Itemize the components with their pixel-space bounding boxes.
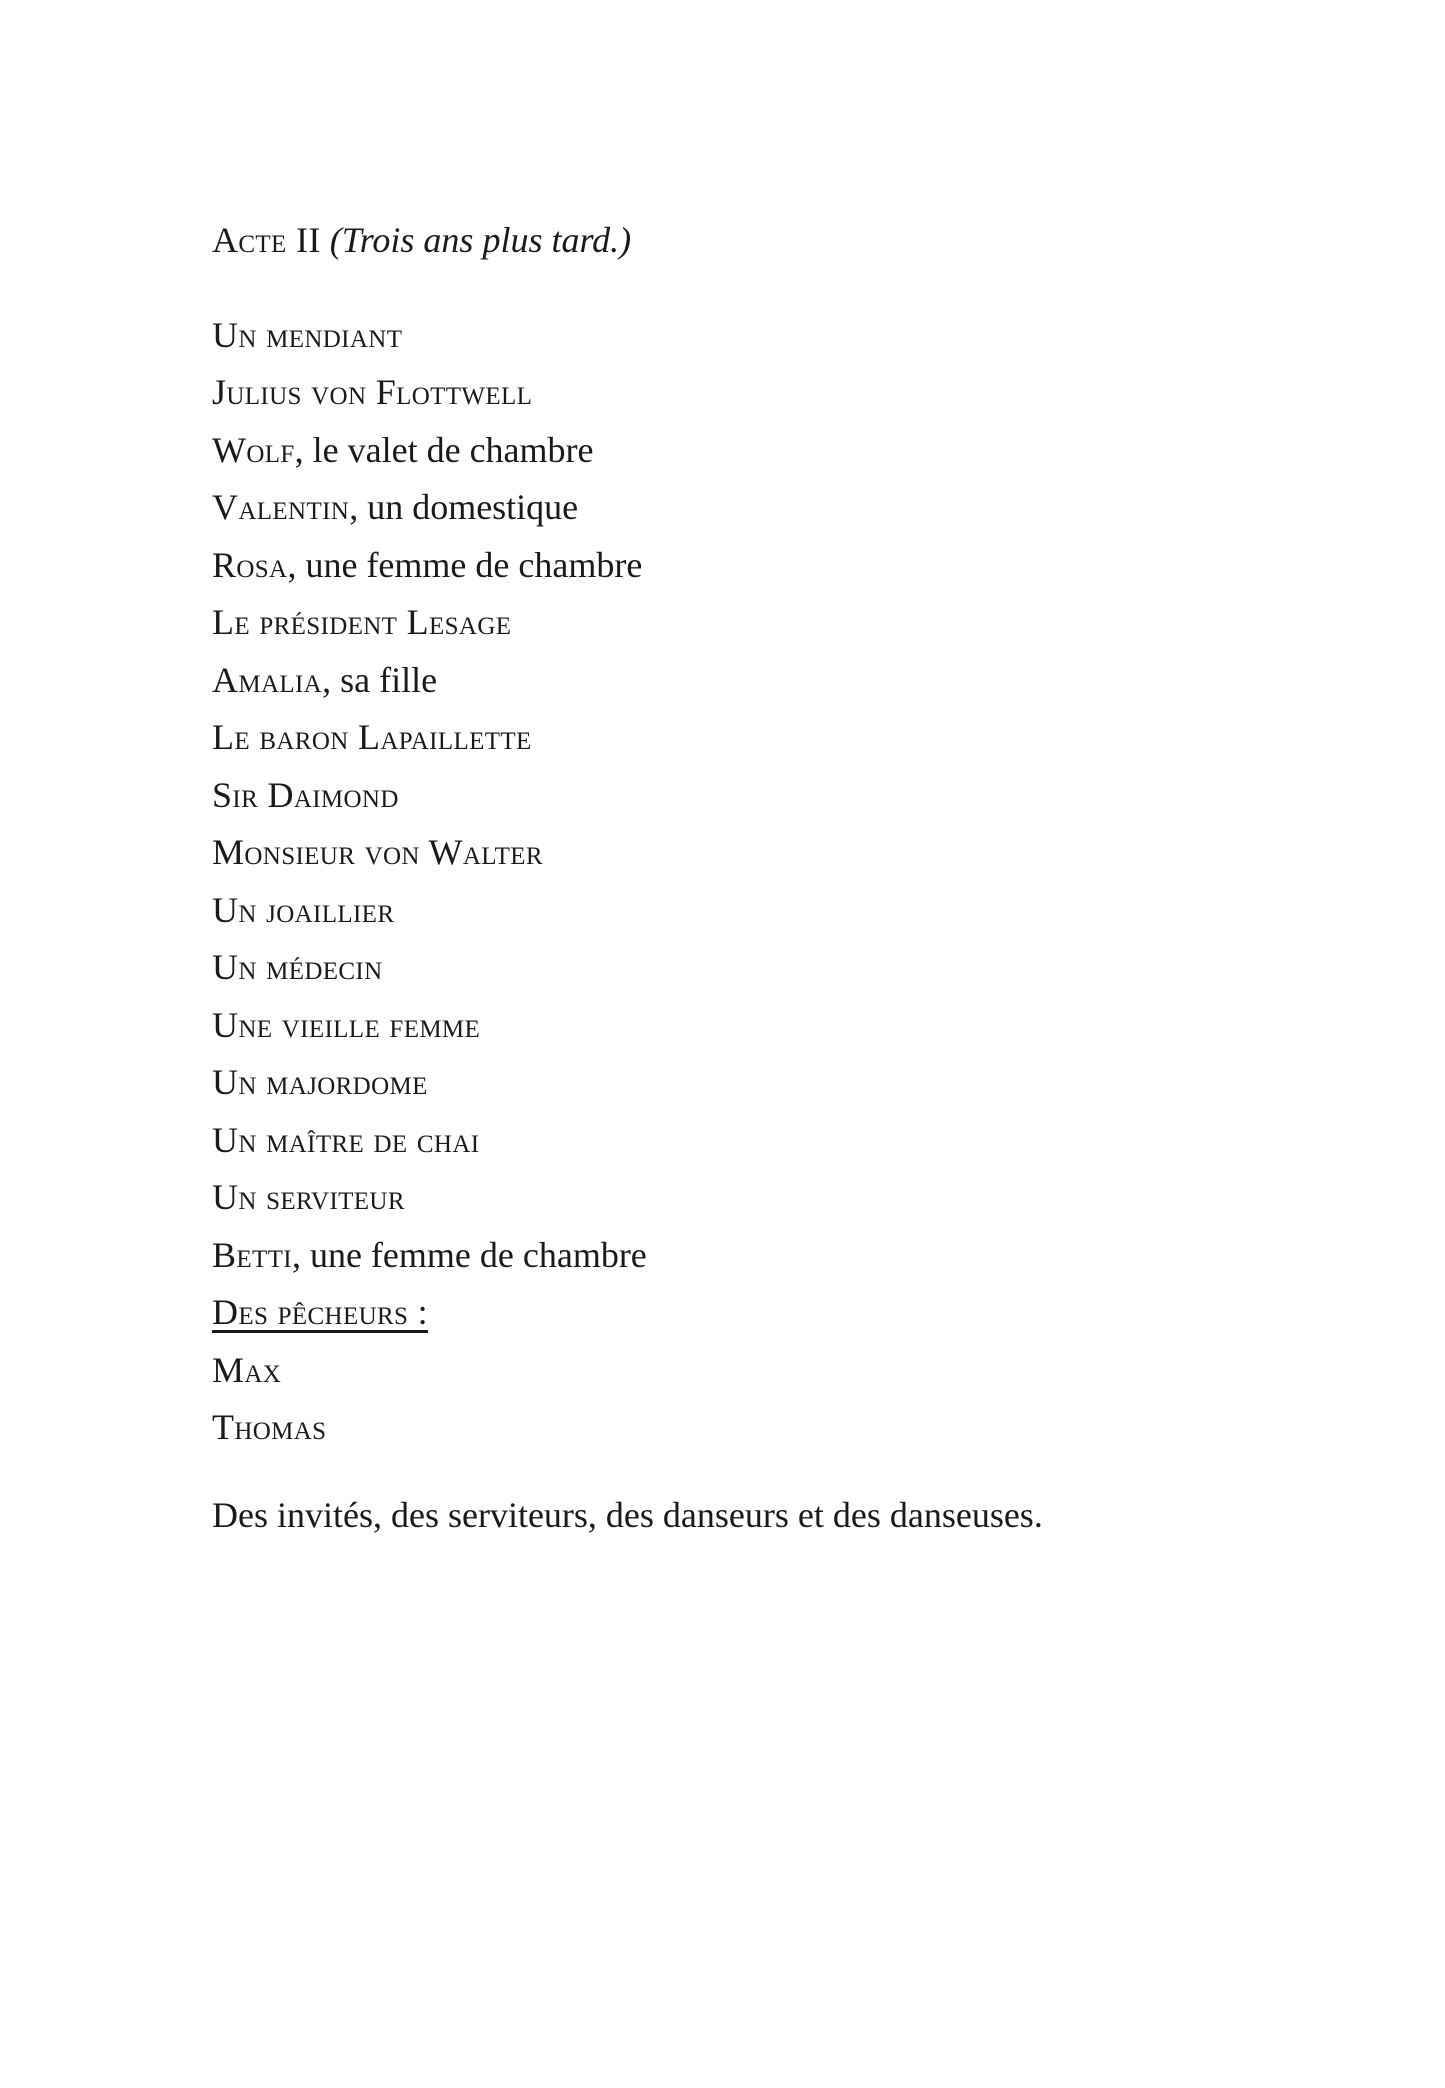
character-name: Wolf bbox=[212, 429, 295, 470]
character-name: Le baron Lapaillette bbox=[212, 717, 532, 757]
cast-item bbox=[212, 882, 1325, 940]
cast-item bbox=[212, 594, 1325, 652]
character-name: Une vieille femme bbox=[212, 1004, 481, 1045]
character-name: Betti bbox=[212, 1234, 292, 1275]
cast-item bbox=[212, 997, 1325, 1055]
character-desc: , sa fille bbox=[322, 659, 438, 700]
character-name: Amalia bbox=[212, 659, 323, 700]
character-name: Valentin bbox=[212, 487, 350, 527]
cast-item bbox=[212, 1112, 1325, 1170]
character-name: Un majordome bbox=[212, 1062, 428, 1102]
character-name: Un mendiant bbox=[212, 314, 403, 355]
act-label: Acte II bbox=[212, 220, 321, 260]
cast-item bbox=[212, 1227, 1325, 1285]
cast-item bbox=[212, 767, 1325, 825]
character-name: Max bbox=[212, 1349, 282, 1390]
cast-item bbox=[212, 1342, 1325, 1400]
character-name: Monsieur von Walter bbox=[212, 832, 543, 872]
cast-item bbox=[212, 939, 1325, 997]
cast-item bbox=[212, 1399, 1325, 1457]
cast-item bbox=[212, 1169, 1325, 1227]
character-name: Thomas bbox=[212, 1407, 327, 1447]
cast-item-group-heading bbox=[212, 1284, 1325, 1342]
character-name: Rosa bbox=[212, 544, 288, 585]
character-name: Sir Daimond bbox=[212, 774, 399, 815]
cast-item bbox=[212, 652, 1325, 710]
character-name: Un médecin bbox=[212, 947, 383, 987]
character-desc: , une femme de chambre bbox=[291, 1234, 647, 1275]
cast-item bbox=[212, 824, 1325, 882]
cast-item bbox=[212, 364, 1325, 422]
cast-item bbox=[212, 307, 1325, 365]
stage-note: (Trois ans plus tard.) bbox=[329, 220, 632, 260]
cast-item bbox=[212, 537, 1325, 595]
cast-item bbox=[212, 709, 1325, 767]
cast-item bbox=[212, 479, 1325, 537]
character-desc: , le valet de chambre bbox=[294, 429, 594, 470]
character-desc: , un domestique bbox=[349, 487, 579, 527]
cast-item bbox=[212, 422, 1325, 480]
character-desc: , une femme de chambre bbox=[287, 544, 643, 585]
cast-item bbox=[212, 1054, 1325, 1112]
character-name: Un maître de chai bbox=[212, 1119, 480, 1160]
character-name: Un serviteur bbox=[212, 1177, 405, 1217]
character-name: Le président Lesage bbox=[212, 602, 512, 642]
character-name: Un joaillier bbox=[212, 889, 395, 930]
closing-line: Des invités, des serviteurs, des danseurs et des danseuses. bbox=[212, 1494, 1043, 1535]
character-name: Des pêcheurs : bbox=[212, 1292, 429, 1332]
cast-list bbox=[212, 307, 1325, 1457]
character-name: Julius von Flottwell bbox=[212, 372, 533, 412]
act-heading bbox=[212, 212, 1325, 270]
